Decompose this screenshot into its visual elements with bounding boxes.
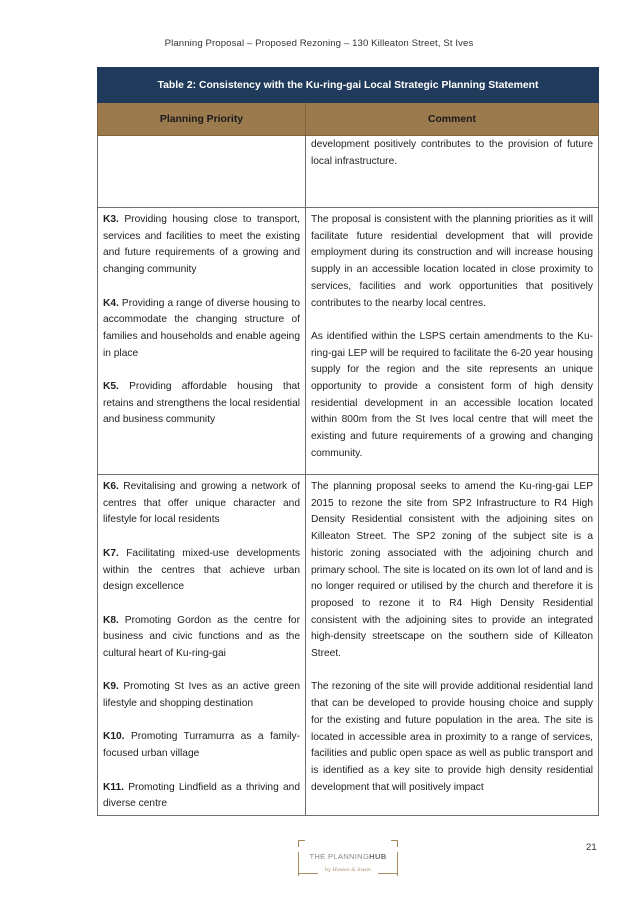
comment-paragraph: The planning proposal seeks to amend the Ku-ring-gai LEP 2015 to rezone the site from SP2 Infrastructure to R4 High Density Residential consistent with the adjoining sites on Killeaton Street. The SP2 zoning of the subject site is a historic zoning associated with the adjoining church and primary school. The site is located on its own lot of land and is no longer required or utilised by the church and therefore it is proposed to rezone it to R4 High Density Residential consistent with the adjoining sites to provide an integrated high-density streetscape on the southern side of Killeaton Street.	[311, 481, 594, 660]
table-row	[98, 208, 599, 475]
priority-code: K3.	[103, 214, 119, 225]
priority-text: Providing housing close to transport, services and facilities to meet the existing and future requirements of a growing and changing community	[103, 214, 300, 276]
planning-priority-cell	[98, 475, 306, 816]
comment-cell	[306, 136, 599, 208]
priority-code: K8.	[103, 614, 119, 626]
table-row	[98, 136, 599, 208]
logo-corner-bracket	[391, 840, 398, 847]
logo-underline	[298, 873, 318, 874]
planning-priority-cell	[98, 208, 306, 475]
column-header-planning-priority: Planning Priority	[98, 103, 306, 136]
priority-text: Providing affordable housing that retains and strengthens the local residential and business community	[103, 381, 300, 426]
logo-bold: HUB	[369, 852, 387, 861]
priority-text: Promoting Lindfield as a thriving and diverse centre	[103, 781, 300, 810]
priority-text: Promoting St Ives as an active green lifestyle and shopping destination	[103, 681, 300, 710]
page-number: 21	[586, 842, 597, 853]
comment-paragraph: The proposal is consistent with the planning priorities as it will facilitate future residential development that will provide employment during its construction and will increase housing supply in an accessible location located in close proximity to services, facilities and work opportunities that positively contributes to the nearby local centres.	[311, 214, 594, 309]
priority-item	[103, 379, 300, 429]
logo-wordmark	[298, 852, 398, 861]
priority-code: K10.	[103, 731, 125, 743]
comment-paragraph: As identified within the LSPS certain amendments to the Ku-ring-gai LEP will be required to facilitate the 6-20 year housing supply for the region and the site represents an unique opportunity to provide a consistent form of high density residential development in an accessible location located within 800m from the St Ives local centre that will meet the existing and future requirements of a growing and changing community.	[311, 330, 594, 459]
priority-text: Facilitating mixed-use developments within the centres that achieve urban design excellence	[103, 547, 300, 593]
running-header: Planning Proposal – Proposed Rezoning – 130 Killeaton Street, St Ives	[164, 38, 474, 49]
priority-code: K9.	[103, 681, 119, 693]
comment-paragraph: The rezoning of the site will provide additional residential land that can be developed to provide housing choice and supply for the existing and future population in the area. The site is located in accessible area in proximity to a range of services, facilities and public open space as well as public transport and is identified as a key site to provide high density residential development that will positively impact	[311, 681, 594, 793]
priority-item	[103, 546, 300, 596]
consistency-table	[97, 67, 599, 816]
priority-code: K5.	[103, 381, 119, 392]
priority-item	[103, 296, 300, 363]
logo-corner-bracket	[298, 840, 305, 847]
priority-code: K6.	[103, 481, 119, 492]
logo-signature: by Hawes & Swan	[324, 867, 372, 873]
priority-text: Providing a range of diverse housing to accommodate the changing structure of families and households and enable ageing in place	[103, 297, 300, 359]
priority-item	[103, 613, 300, 663]
priority-item	[103, 679, 300, 712]
planning-priority-cell	[98, 136, 306, 208]
priority-code: K4.	[103, 297, 119, 309]
priority-item	[103, 780, 300, 813]
priority-text: Promoting Turramurra as a family-focused urban village	[103, 731, 300, 760]
priority-item	[103, 479, 300, 529]
priority-text: Promoting Gordon as the centre for business and civic functions and as the cultural heart of Ku-ring-gai	[103, 614, 300, 659]
table-title: Table 2: Consistency with the Ku-ring-gai Local Strategic Planning Statement	[98, 68, 599, 103]
priority-item	[103, 729, 300, 762]
column-header-comment: Comment	[306, 103, 599, 136]
priority-item	[103, 212, 300, 279]
comment-paragraph: development positively contributes to the provision of future local infrastructure.	[311, 139, 594, 167]
priority-text: Revitalising and growing a network of centres that offer unique character and lifestyle for local residents	[103, 481, 300, 526]
priority-code: K11.	[103, 781, 124, 793]
comment-cell	[306, 475, 599, 816]
planning-hub-logo	[298, 840, 398, 876]
table-title-row	[98, 68, 599, 103]
logo-underline	[378, 873, 398, 874]
priority-code: K7.	[103, 547, 119, 559]
comment-cell	[306, 208, 599, 475]
table-header-row	[98, 103, 599, 136]
logo-prefix: THE PLANNING	[309, 852, 370, 861]
table-row	[98, 475, 599, 816]
